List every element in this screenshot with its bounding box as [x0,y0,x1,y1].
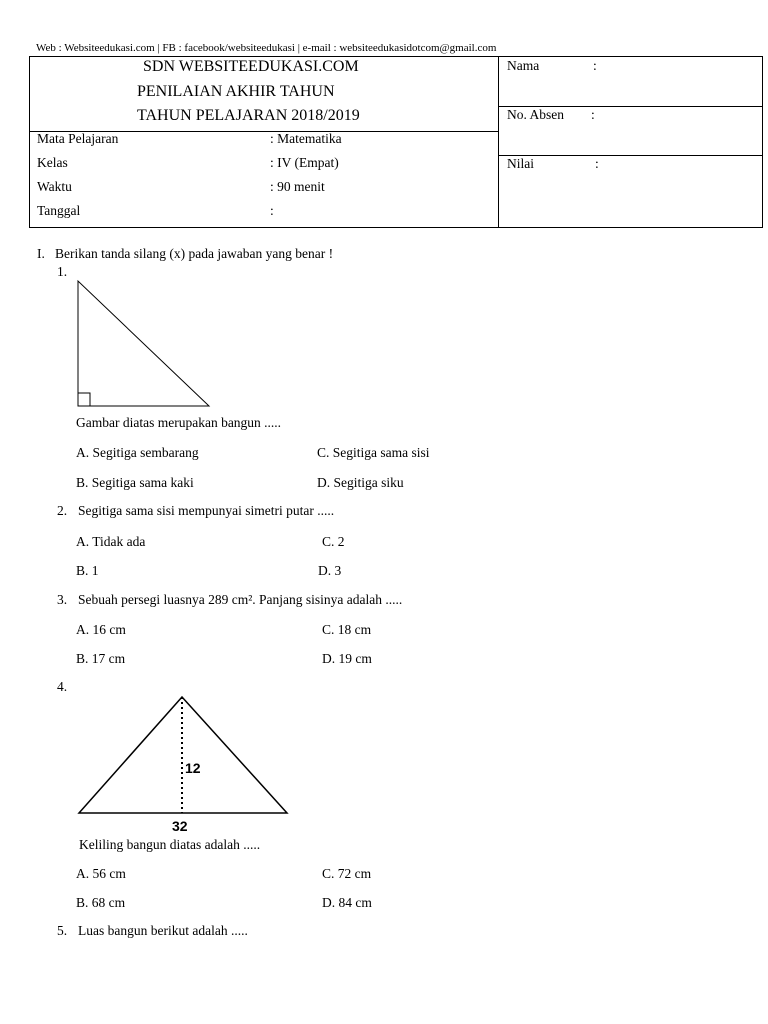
question-3-text: Sebuah persegi luasnya 289 cm². Panjang sisinya adalah ..... [78,592,403,607]
nilai-label: Nilai [507,156,534,171]
question-2-option-d: D. 3 [318,563,342,578]
question-1-option-a: A. Segitiga sembarang [76,445,199,460]
question-3-option-a: A. 16 cm [76,622,126,637]
section-numeral: I. [37,246,45,261]
question-2-option-c: C. 2 [322,534,345,549]
question-1-text: Gambar diatas merupakan bangun ..... [76,415,282,430]
question-1-number: 1. [57,264,68,279]
nilai-colon: : [595,156,599,171]
question-5-number: 5. [57,923,68,938]
question-2-option-b: B. 1 [76,563,99,578]
base-label: 32 [172,818,188,834]
website-info-line: Web : Websiteedukasi.com | FB : facebook/websiteedukasi | e-mail : websiteedukasidotcom@gmail.com [36,42,497,54]
question-4-text: Keliling bangun diatas adalah ..... [79,837,261,852]
question-2-number: 2. [57,503,68,518]
info-label-waktu: Waktu [37,179,72,194]
info-value-tanggal: : [270,203,274,218]
question-3-option-d: D. 19 cm [322,651,372,666]
question-1-option-b: B. Segitiga sama kaki [76,475,194,490]
nama-label: Nama [507,58,540,73]
school-name: SDN WEBSITEEDUKASI.COM [143,58,359,75]
info-label-kelas: Kelas [37,155,68,170]
absen-colon: : [591,107,595,122]
info-value-kelas: : IV (Empat) [270,155,339,170]
info-label-mata-pelajaran: Mata Pelajaran [37,131,119,146]
question-2-option-a: A. Tidak ada [76,534,146,549]
question-4-option-b: B. 68 cm [76,895,126,910]
question-5-text: Luas bangun berikut adalah ..... [78,923,248,938]
question-4-option-d: D. 84 cm [322,895,372,910]
absen-label: No. Absen [507,107,564,122]
question-1-option-c: C. Segitiga sama sisi [317,445,430,460]
height-label: 12 [185,760,201,776]
question-1-option-d: D. Segitiga siku [317,475,404,490]
question-4-option-c: C. 72 cm [322,866,372,881]
info-value-mata-pelajaran: : Matematika [270,131,342,146]
info-label-tanggal: Tanggal [37,203,81,218]
question-4-number: 4. [57,679,68,694]
question-3-number: 3. [57,592,68,607]
question-4-option-a: A. 56 cm [76,866,126,881]
school-year: TAHUN PELAJARAN 2018/2019 [137,107,360,124]
section-instruction: Berikan tanda silang (x) pada jawaban yang benar ! [55,246,334,261]
exam-title: PENILAIAN AKHIR TAHUN [137,83,335,100]
info-value-waktu: : 90 menit [270,179,325,194]
question-3-option-c: C. 18 cm [322,622,372,637]
question-2-text: Segitiga sama sisi mempunyai simetri putar ..... [78,503,335,518]
nama-colon: : [593,58,597,73]
question-3-option-b: B. 17 cm [76,651,126,666]
